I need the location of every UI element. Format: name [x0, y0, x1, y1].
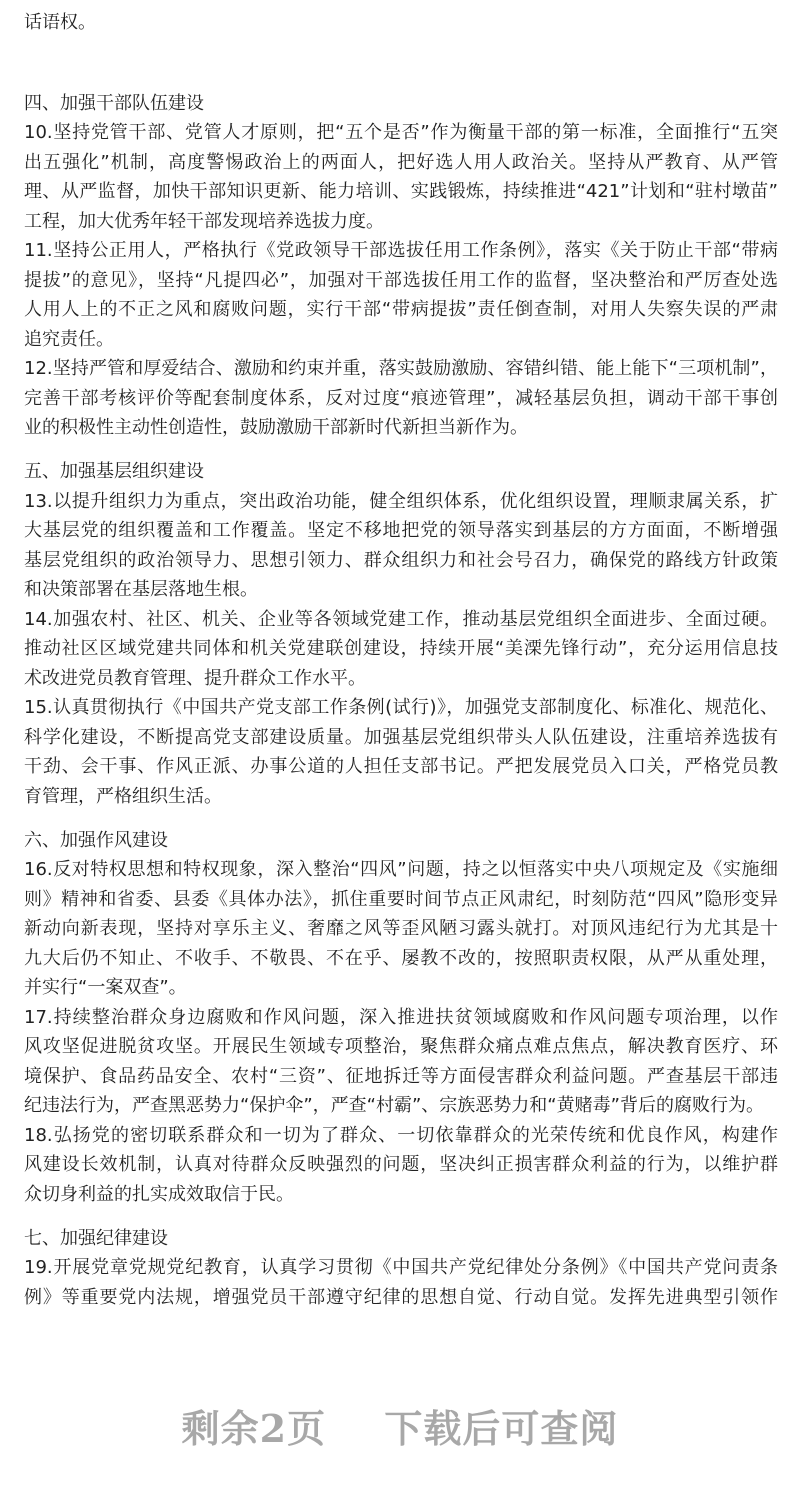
document-section [24, 89, 778, 443]
download-to-view-label[interactable]: 下载后可查阅 [384, 1406, 619, 1451]
paragraph-line: 风建设长效机制，认真对待群众反映强烈的问题，坚决纠正损害群众利益的行为，以维护群 [24, 1154, 778, 1175]
paragraph-line: 纪违法行为，严查黑恶势力“保护伞”，严查“村霸”、宗族恶势力和“黄赌毒”背后的腐败行为。 [24, 1095, 764, 1116]
paragraph-line: 理、从严监督，加快干部知识更新、能力培训、实践锻炼，持续推进“421”计划和“驻村墩苗” [24, 181, 778, 202]
paragraph-line: 15.认真贯彻执行《中国共产党支部工作条例(试行)》，加强党支部制度化、标准化、规范化、 [24, 697, 778, 718]
paragraph-line: 17.持续整治群众身边腐败和作风问题，深入推进扶贫领域腐败和作风问题专项治理，以作 [24, 1006, 778, 1028]
paragraph-line: 12.坚持严管和厚爱结合、激励和约束并重，落实鼓励激励、容错纠错、能上能下“三项机制”， [24, 358, 778, 379]
document-section [24, 1224, 778, 1313]
paragraph-line: 提拔”的意见》，坚持“凡提四必”，加强对干部选拔任用工作的监督，坚决整治和严厉查处选 [24, 269, 778, 291]
paragraph-line: 追究责任。 [24, 328, 114, 350]
document-section [24, 826, 778, 1210]
paragraph-line: 出五强化”机制，高度警惕政治上的两面人，把好选人用人政治关。坚持从严教育、从严管 [24, 151, 778, 173]
paragraph [24, 118, 778, 236]
remaining-pages-label: 剩余2页 [181, 1406, 327, 1451]
paragraph [24, 487, 778, 605]
paragraph-line: 14.加强农村、社区、机关、企业等各领域党建工作，推动基层党组织全面进步、全面过硬。 [24, 608, 778, 630]
paragraph-line: 科学化建设，不断提高党支部建设质量。加强基层党组织带头人队伍建设，注重培养选拔有 [24, 726, 778, 748]
paragraph-line: 风攻坚促进脱贫攻坚。开展民生领域专项整治，聚焦群众痛点难点焦点，解决教育医疗、环 [24, 1036, 778, 1057]
section-heading: 七、加强纪律建设 [24, 1227, 168, 1249]
section-heading: 六、加强作风建设 [24, 829, 168, 851]
section-heading: 五、加强基层组织建设 [24, 461, 204, 482]
paragraph-line: 16.反对特权思想和特权现象，深入整治“四风”问题，持之以恒落实中央八项规定及《实施细 [24, 859, 778, 880]
paragraph [24, 1121, 778, 1210]
section-heading: 四、加强干部队伍建设 [24, 92, 204, 114]
paragraph-line: 19.开展党章党规党纪教育，认真学习贯彻《中国共产党纪律处分条例》《中国共产党问责条 [24, 1257, 778, 1278]
paragraph-line: 基层党组织的政治领导力、思想引领力、群众组织力和社会号召力，确保党的路线方针政策 [24, 549, 778, 571]
paragraph [24, 1253, 778, 1312]
paragraph-line: 13.以提升组织力为重点，突出政治功能，健全组织体系，优化组织设置，理顺隶属关系，扩 [24, 490, 778, 512]
paragraph-line: 干劲、会干事、作风正派、办事公道的人担任支部书记。严把发展党员入口关，严格党员教 [24, 756, 778, 777]
paragraph [24, 236, 778, 354]
download-prompt[interactable] [0, 1398, 800, 1453]
paragraph [24, 605, 778, 694]
paragraph-line: 10.坚持党管干部、党管人才原则，把“五个是否”作为衡量干部的第一标准，全面推行“五突 [24, 122, 778, 143]
paragraph-line: 新动向新表现，坚持对享乐主义、奢靡之风等歪风陋习露头就打。对顶风违纪行为尤其是十 [24, 918, 778, 939]
paragraph [24, 1003, 778, 1121]
paragraph-line: 例》等重要党内法规，增强党员干部遵守纪律的思想自觉、行动自觉。发挥先进典型引领作 [24, 1286, 778, 1308]
paragraph-line: 境保护、食品药品安全、农村“三资”、征地拆迁等方面侵害群众利益问题。严查基层干部违 [24, 1065, 778, 1087]
paragraph-line: 完善干部考核评价等配套制度体系，反对过度“痕迹管理”，减轻基层负担，调动干部干事创 [24, 387, 778, 409]
paragraph-line: 人用人上的不正之风和腐败问题，实行干部“带病提拔”责任倒查制，对用人失察失误的严肃 [24, 299, 778, 320]
paragraph-line: 育管理，严格组织生活。 [24, 785, 222, 807]
paragraph-line: 工程，加大优秀年轻干部发现培养选拔力度。 [24, 210, 384, 232]
paragraph-line: 话语权。 [24, 12, 96, 33]
paragraph-line: 11.坚持公正用人，严格执行《党政领导干部选拔任用工作条例》，落实《关于防止干部“带病 [24, 240, 778, 261]
paragraph-line: 则》精神和省委、县委《具体办法》，抓住重要时间节点正风肃纪，时刻防范“四风”隐形变异 [24, 888, 778, 910]
paragraph-line: 和决策部署在基层落地生根。 [24, 579, 258, 600]
document-section [24, 457, 778, 811]
paragraph [24, 693, 778, 811]
paragraph-line: 业的积极性主动性创造性，鼓励激励干部新时代新担当新作为。 [24, 417, 528, 438]
paragraph [24, 354, 778, 443]
paragraph-line: 九大后仍不知止、不收手、不敬畏、不在乎、屡教不改的，按照职责权限，从严从重处理， [24, 947, 778, 969]
paragraph-line: 18.弘扬党的密切联系群众和一切为了群众、一切依靠群众的光荣传统和优良作风，构建作 [24, 1124, 778, 1146]
document-body [24, 8, 778, 1312]
paragraph-line: 大基层党的组织覆盖和工作覆盖。坚定不移地把党的领导落实到基层的方方面面，不断增强 [24, 520, 778, 541]
paragraph-line: 并实行“一案双查”。 [24, 977, 187, 998]
paragraph-line: 推动社区区域党建共同体和机关党建联创建设，持续开展“美溧先锋行动”，充分运用信息技 [24, 638, 778, 659]
paragraph-line: 术改进党员教育管理、提升群众工作水平。 [24, 667, 366, 689]
paragraph [24, 855, 778, 1003]
paragraph-line: 众切身利益的扎实成效取信于民。 [24, 1183, 294, 1205]
